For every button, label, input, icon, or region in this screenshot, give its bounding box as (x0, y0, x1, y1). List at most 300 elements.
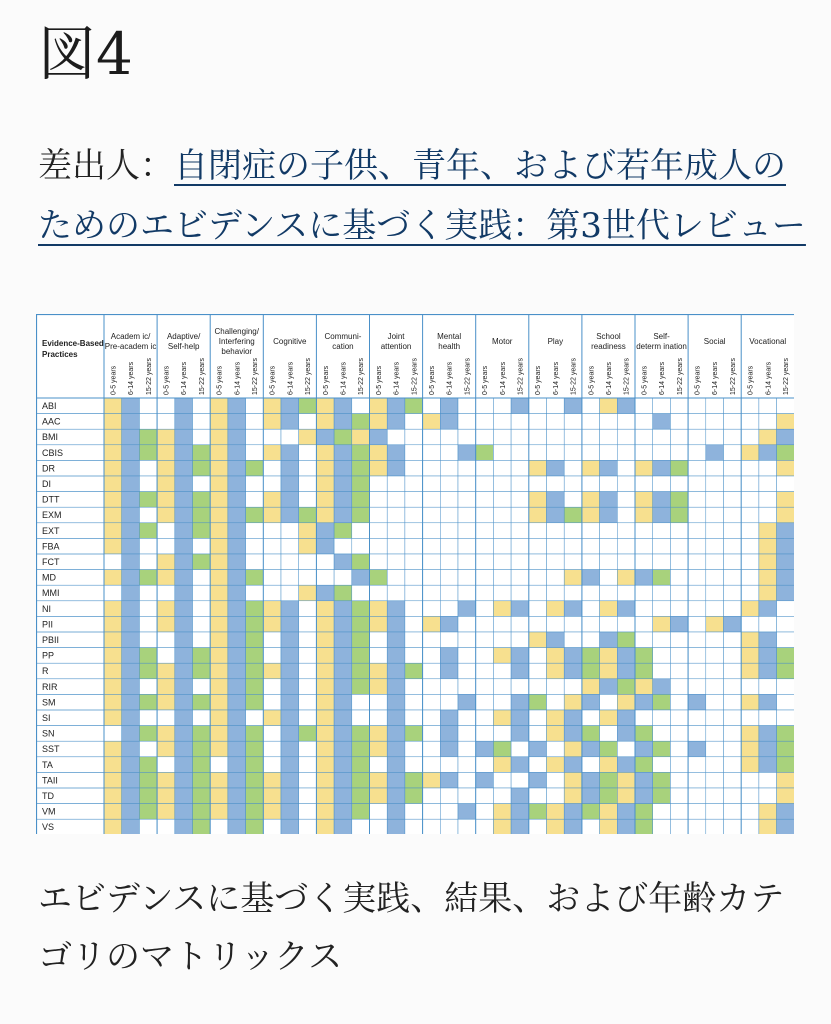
matrix-cell (122, 616, 140, 632)
matrix-cell (511, 788, 529, 804)
matrix-cell (511, 694, 529, 710)
matrix-cell (370, 757, 388, 773)
age-group-label: 0-5 years (482, 365, 490, 395)
matrix-cell (405, 694, 423, 710)
matrix-cell (139, 398, 157, 414)
matrix-cell (458, 476, 476, 492)
matrix-cell (547, 398, 565, 414)
matrix-cell (210, 679, 228, 695)
matrix-cell (334, 804, 352, 820)
matrix-cell (157, 694, 175, 710)
matrix-cell (635, 788, 653, 804)
matrix-cell (600, 445, 618, 461)
matrix-cell (458, 772, 476, 788)
matrix-cell (476, 663, 494, 679)
matrix-cell (352, 570, 370, 586)
matrix-cell (653, 632, 671, 648)
matrix-cell (653, 616, 671, 632)
matrix-cell (299, 538, 317, 554)
matrix-cell (476, 648, 494, 664)
matrix-cell (493, 585, 511, 601)
age-group-label: 0-5 years (322, 365, 330, 395)
matrix-cell (352, 694, 370, 710)
matrix-cell (175, 804, 193, 820)
matrix-cell (387, 648, 405, 664)
matrix-cell (175, 694, 193, 710)
matrix-cell (741, 741, 759, 757)
matrix-cell (440, 757, 458, 773)
matrix-cell (741, 663, 759, 679)
matrix-cell (617, 507, 635, 523)
matrix-cell (246, 679, 264, 695)
matrix-cell (635, 772, 653, 788)
matrix-cell (281, 616, 299, 632)
matrix-cell (759, 694, 777, 710)
matrix-cell (316, 726, 334, 742)
matrix-cell (352, 663, 370, 679)
matrix-cell (157, 710, 175, 726)
matrix-cell (582, 507, 600, 523)
age-group-label: 6-14 years (605, 361, 613, 395)
matrix-cell (316, 679, 334, 695)
matrix-cell (228, 757, 246, 773)
matrix-cell (777, 788, 794, 804)
matrix-cell (529, 757, 547, 773)
matrix-cell (157, 741, 175, 757)
age-group-label: 15-22 years (251, 358, 259, 395)
matrix-cell (511, 632, 529, 648)
matrix-cell (741, 585, 759, 601)
matrix-cell (564, 570, 582, 586)
matrix-cell (139, 538, 157, 554)
matrix-cell (617, 398, 635, 414)
matrix-cell (157, 570, 175, 586)
matrix-cell (777, 819, 794, 834)
matrix-cell (175, 460, 193, 476)
matrix-cell (387, 445, 405, 461)
figure-caption: エビデンスに基づく実践、結果、および年齢カテゴリのマトリックス (38, 879, 785, 977)
matrix-cell (653, 585, 671, 601)
matrix-cell (175, 398, 193, 414)
matrix-cell (547, 632, 565, 648)
domain-header: Play (547, 337, 564, 346)
matrix-cell (210, 694, 228, 710)
matrix-cell (741, 772, 759, 788)
matrix-cell (582, 741, 600, 757)
matrix-cell (706, 523, 724, 539)
matrix-cell (157, 507, 175, 523)
matrix-cell (617, 570, 635, 586)
matrix-cell (706, 788, 724, 804)
matrix-cell (511, 757, 529, 773)
matrix-cell (387, 694, 405, 710)
matrix-cell (440, 492, 458, 508)
matrix-cell (122, 679, 140, 695)
matrix-cell (423, 757, 441, 773)
matrix-cell (600, 601, 618, 617)
matrix-cell (724, 648, 742, 664)
matrix-cell (405, 429, 423, 445)
matrix-cell (458, 523, 476, 539)
matrix-cell (458, 585, 476, 601)
matrix-cell (706, 538, 724, 554)
matrix-cell (193, 523, 211, 539)
matrix-cell (405, 507, 423, 523)
matrix-cell (600, 616, 618, 632)
matrix-cell (316, 616, 334, 632)
matrix-cell (246, 632, 264, 648)
matrix-cell (600, 726, 618, 742)
matrix-cell (529, 523, 547, 539)
matrix-cell (458, 726, 476, 742)
matrix-cell (564, 663, 582, 679)
matrix-cell (600, 554, 618, 570)
matrix-cell (370, 445, 388, 461)
matrix-cell (688, 819, 706, 834)
matrix-cell (210, 523, 228, 539)
practice-label: CBIS (42, 447, 64, 458)
matrix-cell (617, 460, 635, 476)
matrix-cell (352, 804, 370, 820)
practice-label: EXM (42, 510, 62, 521)
matrix-cell (387, 585, 405, 601)
matrix-cell (458, 741, 476, 757)
matrix-cell (370, 523, 388, 539)
matrix-cell (617, 476, 635, 492)
matrix-cell (370, 460, 388, 476)
matrix-cell (139, 460, 157, 476)
matrix-cell (175, 554, 193, 570)
matrix-cell (334, 788, 352, 804)
matrix-cell (440, 429, 458, 445)
matrix-cell (228, 460, 246, 476)
matrix-cell (688, 460, 706, 476)
matrix-cell (263, 663, 281, 679)
matrix-cell (263, 585, 281, 601)
matrix-cell (458, 538, 476, 554)
matrix-cell (281, 757, 299, 773)
domain-header: Mental health (437, 332, 462, 351)
age-group-label: 0-5 years (694, 365, 702, 395)
matrix-cell (281, 492, 299, 508)
matrix-cell (493, 819, 511, 834)
matrix-cell (600, 492, 618, 508)
figure-title: 図4 (38, 20, 133, 88)
matrix-cell (440, 460, 458, 476)
matrix-cell (281, 710, 299, 726)
matrix-cell (564, 804, 582, 820)
matrix-cell (316, 554, 334, 570)
matrix-cell (564, 694, 582, 710)
matrix-cell (600, 507, 618, 523)
matrix-cell (511, 679, 529, 695)
matrix-cell (370, 570, 388, 586)
matrix-cell (122, 804, 140, 820)
matrix-cell (139, 663, 157, 679)
matrix-cell (759, 726, 777, 742)
matrix-cell (139, 679, 157, 695)
matrix-cell (547, 741, 565, 757)
matrix-cell (139, 772, 157, 788)
matrix-cell (724, 726, 742, 742)
matrix-cell (511, 601, 529, 617)
matrix-cell (175, 632, 193, 648)
matrix-cell (104, 819, 122, 834)
matrix-cell (210, 554, 228, 570)
matrix-cell (157, 398, 175, 414)
matrix-cell (157, 819, 175, 834)
matrix-cell (228, 616, 246, 632)
matrix-cell (511, 772, 529, 788)
matrix-cell (777, 601, 794, 617)
matrix-cell (670, 492, 688, 508)
matrix-cell (706, 570, 724, 586)
matrix-cell (122, 726, 140, 742)
matrix-cell (529, 570, 547, 586)
matrix-cell (210, 445, 228, 461)
matrix-cell (564, 507, 582, 523)
matrix-cell (370, 819, 388, 834)
matrix-cell (777, 585, 794, 601)
matrix-cell (210, 804, 228, 820)
matrix-cell (246, 601, 264, 617)
matrix-cell (547, 679, 565, 695)
matrix-cell (104, 523, 122, 539)
matrix-cell (193, 663, 211, 679)
matrix-cell (600, 398, 618, 414)
matrix-cell (387, 616, 405, 632)
age-group-label: 6-14 years (340, 361, 348, 395)
matrix-cell (210, 460, 228, 476)
matrix-cell (511, 398, 529, 414)
matrix-cell (759, 616, 777, 632)
matrix-cell (724, 663, 742, 679)
matrix-cell (122, 601, 140, 617)
matrix-cell (352, 819, 370, 834)
matrix-cell (617, 445, 635, 461)
matrix-cell (635, 398, 653, 414)
matrix-cell (564, 523, 582, 539)
matrix-cell (193, 757, 211, 773)
matrix-cell (104, 460, 122, 476)
matrix-cell (617, 741, 635, 757)
matrix-cell (476, 710, 494, 726)
matrix-cell (246, 492, 264, 508)
domain-header: Self-determ ination (636, 332, 687, 351)
matrix-cell (777, 772, 794, 788)
matrix-cell (511, 429, 529, 445)
matrix-cell (370, 616, 388, 632)
matrix-cell (122, 554, 140, 570)
matrix-cell (157, 460, 175, 476)
matrix-cell (670, 429, 688, 445)
matrix-cell (777, 616, 794, 632)
age-group-label: 6-14 years (659, 361, 667, 395)
matrix-cell (706, 772, 724, 788)
matrix-cell (547, 507, 565, 523)
matrix-cell (440, 788, 458, 804)
matrix-cell (316, 538, 334, 554)
matrix-cell (334, 538, 352, 554)
matrix-cell (316, 788, 334, 804)
matrix-cell (210, 585, 228, 601)
matrix-cell (653, 538, 671, 554)
matrix-cell (741, 616, 759, 632)
matrix-cell (316, 772, 334, 788)
matrix-cell (387, 523, 405, 539)
source-link[interactable]: 自閉症の子供、青年、および若年成人のためのエビデンスに基づく実践：第3世代レビュー (38, 146, 806, 246)
matrix-cell (423, 710, 441, 726)
matrix-cell (529, 429, 547, 445)
matrix-cell (193, 585, 211, 601)
matrix-cell (246, 663, 264, 679)
matrix-cell (706, 726, 724, 742)
matrix-cell (122, 710, 140, 726)
matrix-cell (405, 726, 423, 742)
matrix-cell (440, 819, 458, 834)
matrix-cell (246, 476, 264, 492)
matrix-cell (458, 663, 476, 679)
matrix-cell (387, 804, 405, 820)
matrix-cell (741, 804, 759, 820)
matrix-cell (458, 398, 476, 414)
matrix-cell (175, 492, 193, 508)
matrix-cell (458, 445, 476, 461)
matrix-cell (493, 804, 511, 820)
matrix-cell (741, 819, 759, 834)
matrix-cell (352, 554, 370, 570)
matrix-cell (741, 429, 759, 445)
matrix-cell (228, 601, 246, 617)
matrix-cell (440, 648, 458, 664)
matrix-cell (759, 772, 777, 788)
matrix-cell (139, 616, 157, 632)
matrix-cell (706, 663, 724, 679)
matrix-cell (724, 570, 742, 586)
matrix-cell (670, 570, 688, 586)
matrix-cell (281, 538, 299, 554)
matrix-cell (670, 819, 688, 834)
practice-label: SN (42, 728, 55, 739)
matrix-cell (423, 648, 441, 664)
matrix-cell (299, 492, 317, 508)
matrix-cell (688, 445, 706, 461)
matrix-cell (759, 804, 777, 820)
matrix-cell (688, 507, 706, 523)
matrix-cell (316, 476, 334, 492)
matrix-cell (635, 523, 653, 539)
matrix-cell (724, 788, 742, 804)
matrix-cell (405, 476, 423, 492)
matrix-cell (547, 585, 565, 601)
matrix-cell (653, 492, 671, 508)
age-group-label: 6-14 years (287, 361, 295, 395)
matrix-cell (316, 523, 334, 539)
matrix-cell (670, 445, 688, 461)
matrix-cell (458, 601, 476, 617)
matrix-cell (600, 632, 618, 648)
age-group-label: 0-5 years (269, 365, 277, 395)
matrix-cell (423, 632, 441, 648)
matrix-cell (139, 757, 157, 773)
matrix-cell (653, 804, 671, 820)
matrix-cell (423, 601, 441, 617)
matrix-cell (246, 429, 264, 445)
matrix-cell (299, 772, 317, 788)
matrix-cell (281, 772, 299, 788)
age-group-label: 0-5 years (216, 365, 224, 395)
matrix-cell (175, 601, 193, 617)
matrix-cell (405, 460, 423, 476)
age-group-label: 0-5 years (641, 365, 649, 395)
matrix-cell (334, 726, 352, 742)
matrix-cell (334, 492, 352, 508)
matrix-cell (263, 414, 281, 430)
matrix-cell (246, 788, 264, 804)
matrix-cell (299, 601, 317, 617)
matrix-cell (104, 554, 122, 570)
matrix-cell (706, 694, 724, 710)
matrix-cell (440, 398, 458, 414)
matrix-cell (352, 398, 370, 414)
matrix-cell (511, 663, 529, 679)
matrix-cell (228, 726, 246, 742)
matrix-cell (423, 398, 441, 414)
domain-header: Joint attention (380, 332, 412, 351)
age-group-label: 15-22 years (198, 358, 206, 395)
matrix-cell (759, 476, 777, 492)
matrix-cell (529, 492, 547, 508)
matrix-cell (263, 741, 281, 757)
age-group-label: 0-5 years (428, 365, 436, 395)
matrix-cell (210, 538, 228, 554)
matrix-cell (564, 679, 582, 695)
matrix-cell (493, 710, 511, 726)
matrix-cell (299, 710, 317, 726)
matrix-cell (246, 772, 264, 788)
matrix-cell (157, 757, 175, 773)
matrix-cell (352, 648, 370, 664)
age-group-label: 15-22 years (145, 358, 153, 395)
age-group-label: 0-5 years (375, 365, 383, 395)
matrix-cell (564, 726, 582, 742)
matrix-cell (370, 507, 388, 523)
matrix-cell (617, 523, 635, 539)
matrix-cell (423, 523, 441, 539)
matrix-cell (670, 476, 688, 492)
matrix-cell (493, 492, 511, 508)
matrix-cell (476, 819, 494, 834)
matrix-cell (529, 772, 547, 788)
matrix-cell (635, 492, 653, 508)
matrix-cell (352, 710, 370, 726)
matrix-cell (617, 648, 635, 664)
matrix-cell (440, 570, 458, 586)
matrix-cell (139, 694, 157, 710)
matrix-cell (139, 585, 157, 601)
matrix-cell (334, 663, 352, 679)
matrix-cell (564, 429, 582, 445)
matrix-cell (104, 694, 122, 710)
matrix-cell (281, 398, 299, 414)
matrix-cell (104, 788, 122, 804)
matrix-cell (600, 663, 618, 679)
matrix-cell (352, 492, 370, 508)
matrix-cell (653, 414, 671, 430)
matrix-cell (387, 632, 405, 648)
matrix-cell (476, 414, 494, 430)
practice-label: NI (42, 603, 51, 614)
